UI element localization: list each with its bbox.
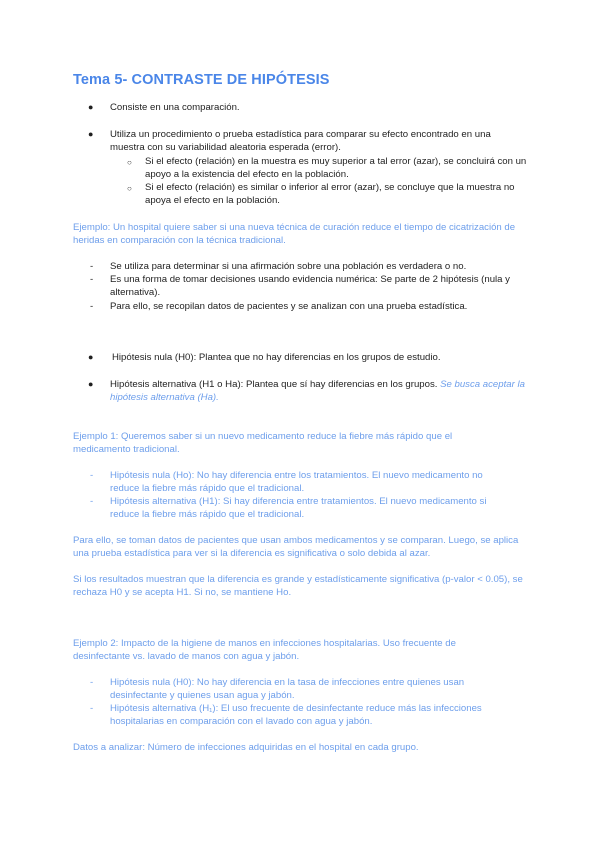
bullet-icon: ● (88, 102, 94, 112)
dash-mark: - (90, 496, 94, 507)
dash-item-1: Se utiliza para determinar si una afirmación sobre una población es verdadera o no. (110, 261, 467, 272)
intro-bullet-2: Utiliza un procedimiento o prueba estadística para comparar su efecto encontrado en una muestra con su variabilidad aleatoria esperada (error). (110, 129, 491, 154)
dash-item-2: Es una forma de tomar decisiones usando evidencia numérica: Se parte de 2 hipótesis (nula y alternativa). (110, 274, 510, 299)
alt-hypothesis-text: Hipótesis alternativa (H1 o Ha): Plantea que sí hay diferencias en los grupos. (110, 379, 438, 390)
alt-hypothesis (110, 378, 530, 404)
example1-item-1: Hipótesis nula (Ho): No hay diferencia entre los tratamientos. El nuevo medicamento no reduce la fiebre más rápido que el tradicional. (110, 470, 483, 495)
alt-hypothesis-note: Se busca aceptar la hipótesis alternativa (Ha). (110, 379, 525, 404)
bullet-icon: ● (88, 129, 94, 139)
null-hypothesis: Hipótesis nula (H0): Plantea que no hay diferencias en los grupos de estudio. (112, 352, 441, 363)
dash-mark: - (90, 703, 94, 714)
dash-mark: - (90, 261, 94, 272)
sub-bullet-2: Si el efecto (relación) es similar o inferior al error (azar), se concluye que la muestra no apoya el efecto en la población. (145, 182, 515, 207)
bullet-icon: ● (88, 352, 94, 362)
example2-data: Datos a analizar: Número de infecciones adquiridas en el hospital en cada grupo. (73, 742, 419, 753)
dash-item-3: Para ello, se recopilan datos de pacientes y se analizan con una prueba estadística. (110, 301, 468, 312)
example2-item-1: Hipótesis nula (H0): No hay diferencia en la tasa de infecciones entre quienes usan desinfectante y quienes usan agua y jabón. (110, 677, 465, 702)
dash-mark: - (90, 677, 94, 688)
bullet-icon: ● (88, 379, 94, 389)
dash-mark: - (90, 470, 94, 481)
example1-intro: Ejemplo 1: Queremos saber si un nuevo medicamento reduce la fiebre más rápido que el medicamento tradicional. (73, 431, 453, 456)
example1-para-2: Si los resultados muestran que la diferencia es grande y estadísticamente significativa (p-valor < 0.05), se rechaza H0 y se acepta H1. Si no, se mantiene Ho. (73, 574, 523, 599)
circle-bullet-icon: ○ (127, 184, 132, 193)
page-title: Tema 5- CONTRASTE DE HIPÓTESIS (73, 72, 330, 88)
example1-para-1: Para ello, se toman datos de pacientes que usan ambos medicamentos y se comparan. Luego, se aplica una prueba estadística para ver si la diferencia es significativa o solo debida al azar. (73, 535, 519, 560)
example2-item-2: Hipótesis alternativa (H₁): El uso frecuente de desinfectante reduce más las infecciones hospitalarias en comparación con el lavado con agua y jabón. (110, 703, 482, 728)
circle-bullet-icon: ○ (127, 158, 132, 167)
example2-intro: Ejemplo 2: Impacto de la higiene de manos en infecciones hospitalarias. Uso frecuente de desinfectante vs. lavado de manos con agua y jabón. (73, 638, 456, 663)
dash-mark: - (90, 274, 94, 285)
intro-bullet-1: Consiste en una comparación. (110, 102, 240, 113)
example1-item-2: Hipótesis alternativa (H1): Si hay diferencia entre tratamientos. El nuevo medicamento si reduce la fiebre más rápido que el tradicional. (110, 496, 487, 521)
example-intro: Ejemplo: Un hospital quiere saber si una nueva técnica de curación reduce el tiempo de cicatrización de heridas en comparación con la técnica tradicional. (73, 222, 516, 247)
sub-bullet-1: Si el efecto (relación) en la muestra es muy superior a tal error (azar), se concluirá con un apoyo a la existencia del efecto en la población. (145, 156, 527, 181)
dash-mark: - (90, 301, 94, 312)
